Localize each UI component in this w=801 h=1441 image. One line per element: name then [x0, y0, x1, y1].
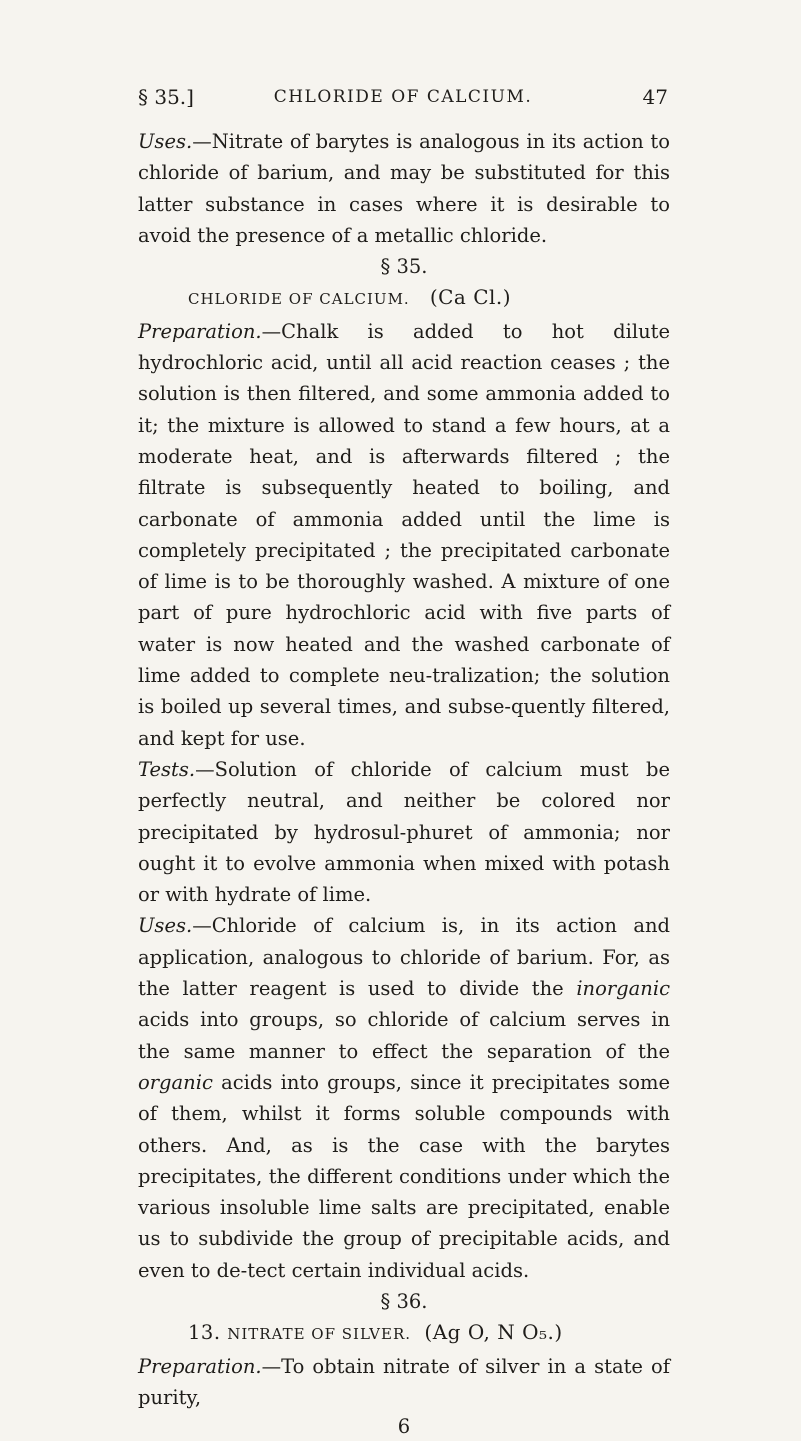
paragraph-text: —To obtain nitrate of silver in a state of purity, [138, 1354, 670, 1409]
section-heading-silver [138, 1317, 670, 1350]
header-section-ref: § 35.] [138, 85, 194, 109]
paragraph-preparation-calcium [138, 316, 670, 754]
paragraph-label: Preparation. [138, 319, 262, 343]
body-text [138, 126, 670, 1441]
section-title: CHLORIDE OF CALCIUM. [188, 290, 410, 309]
emphasis-organic: organic [138, 1070, 213, 1094]
section-title: NITRATE OF SILVER. [227, 1325, 412, 1344]
item-number: 13. [188, 1321, 221, 1345]
paragraph-text: —Chloride of calcium is, in its action and application, analogous to chloride of barium. For, as the latter reagent is used to divide the [138, 914, 670, 1001]
header-title: CHLORIDE OF CALCIUM. [273, 87, 533, 107]
paragraph-label: Uses. [138, 130, 193, 153]
paragraph-preparation-silver [138, 1351, 670, 1414]
emphasis-inorganic: inorganic [576, 977, 670, 1001]
paragraph-label: Preparation. [138, 1354, 262, 1378]
chemical-formula: (Ag O, N O₅.) [424, 1320, 563, 1345]
section-heading-calcium [138, 282, 670, 315]
running-header [138, 85, 668, 113]
section-number-35: § 35. [380, 255, 428, 279]
paragraph-text: —Chalk is added to hot dilute hydrochloric acid, until all acid reaction ceases ; the solution is then filtered, and some ammonia added to it; the mixture is allowed to stand a few hours, at a moderate heat, and is afterwards filtered ; the filtrate is subsequently heated to boiling, and carbonate of ammonia added until the lime is completely precipitated ; the precipitated carbonate of lime is to be thoroughly washed. A mixture of one part of pure hydrochloric acid with five parts of water is now heated and the washed carbonate of lime added to complete neu-tralization; the solution is boiled up several times, and subse-quently filtered, and kept for use. [138, 319, 670, 750]
paragraph-text: —Nitrate of barytes is analogous in its action to chloride of barium, and may be substituted for this latter substance in cases where it is desirable to avoid the presence of a metallic chloride. [138, 130, 670, 247]
paragraph-label: Uses. [138, 914, 193, 938]
paragraph-text: acids into groups, since it precipitates some of them, whilst it forms soluble compounds with others. And, as is the case with the barytes precipitates, the different conditions under which the various insoluble lime salts are precipitated, enable us to subdivide the group of precipitable acids, and even to de-tect certain individual acids. [138, 1070, 670, 1282]
section-number-36: § 36. [380, 1289, 428, 1313]
paragraph-uses-calcium [138, 910, 670, 1286]
paragraph-text: acids into groups, so chloride of calcium serves in the same manner to effect the separation of the [138, 1008, 670, 1063]
paragraph-text: —Solution of chloride of calcium must be perfectly neutral, and neither be colored nor precipitated by hydrosul-phuret of ammonia; nor ought it to evolve ammonia when mixed with potash or with hydrate of lime. [138, 757, 670, 907]
paragraph-tests-calcium [138, 754, 670, 910]
page-number: 47 [642, 85, 668, 109]
paragraph-uses-barytes [138, 126, 670, 251]
paragraph-label: Tests. [138, 757, 196, 781]
chemical-formula: (Ca Cl.) [429, 285, 512, 310]
signature-mark: 6 [397, 1415, 411, 1439]
